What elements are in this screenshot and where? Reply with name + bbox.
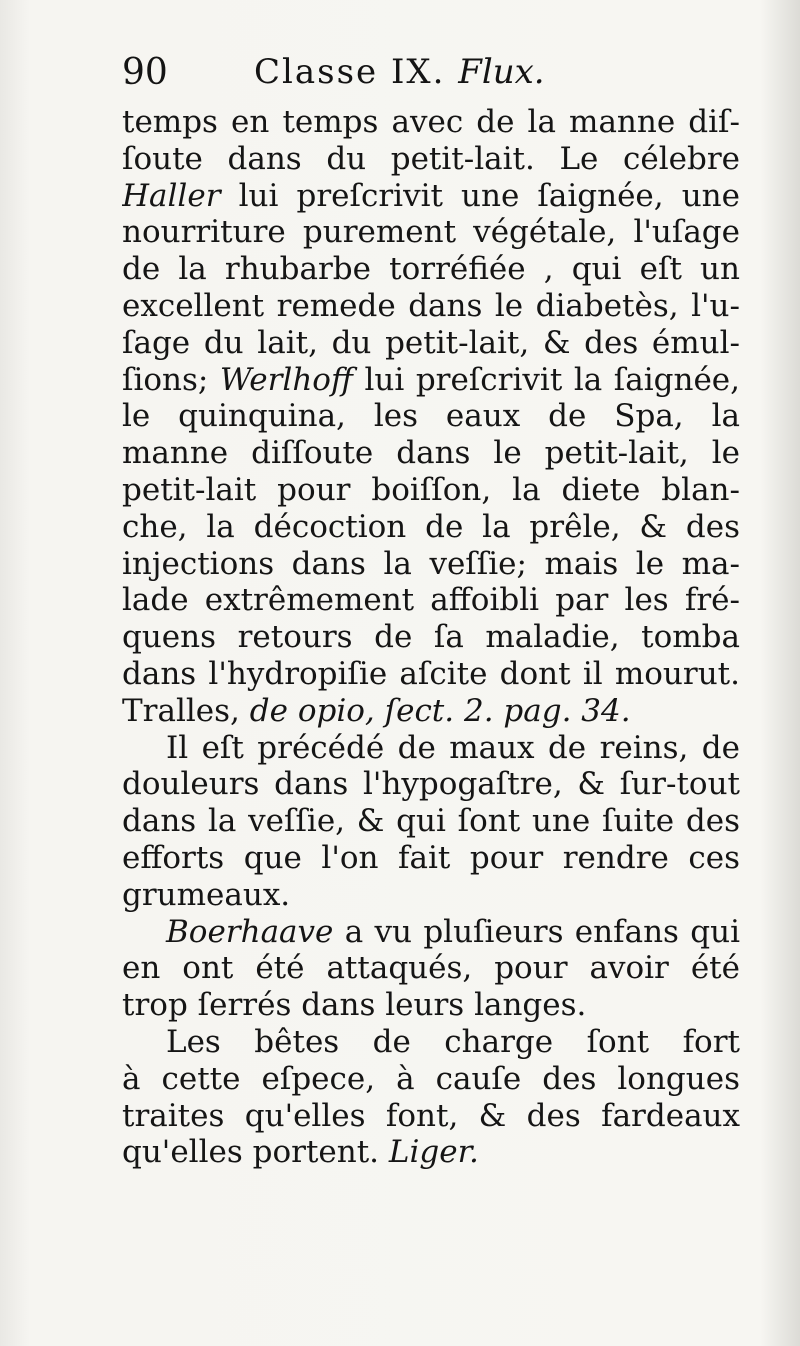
text-line (122, 877, 740, 914)
running-title-subject: Flux. (458, 52, 545, 92)
text-line (122, 987, 740, 1024)
text-segment: dans la veſſie, & qui ſont une ſuite des (122, 803, 740, 840)
text-line (122, 582, 740, 619)
text-segment: che, la décoction de la prêle, & des (122, 508, 740, 545)
text-segment: quens retours de ſa maladie, tomba (122, 619, 740, 656)
running-title (254, 52, 545, 92)
text-segment: le quinquina, les eaux de Spa, la (122, 398, 740, 435)
text-line (122, 472, 740, 509)
text-segment: traites qu'elles font, & des fardeaux (122, 1097, 740, 1134)
text-segment: nourriture purement végétale, l'uſage (122, 214, 740, 251)
text-line (122, 950, 740, 987)
text-line (122, 104, 740, 141)
text-line (122, 1061, 740, 1098)
text-line (122, 730, 740, 767)
text-line (122, 398, 740, 435)
running-title-class: Classe IX. (254, 52, 446, 92)
text-segment: manne diſſoute dans le petit-lait, le (122, 435, 740, 472)
text-segment: qu'elles portent. (122, 1134, 389, 1171)
page-number: 90 (122, 52, 168, 93)
text-line (122, 840, 740, 877)
text-line (122, 141, 740, 178)
text-line (122, 325, 740, 362)
text-segment: douleurs dans l'hypogaſtre, & ſur-tout (122, 766, 740, 803)
text-line (122, 251, 740, 288)
text-segment: temps en temps avec de la manne diſ- (122, 104, 740, 140)
italic-text: Liger. (388, 1134, 479, 1171)
text-line (122, 288, 740, 325)
text-segment: de la rhubarbe torréfiée , qui eſt un (122, 251, 740, 288)
page-header (122, 52, 742, 102)
text-line (122, 435, 740, 472)
text-line (122, 656, 740, 693)
text-line (122, 914, 740, 951)
text-line (122, 362, 740, 399)
text-segment: dans l'hydropiſie aſcite dont il mourut. (122, 655, 740, 692)
text-line (122, 546, 740, 583)
text-segment: efforts que l'on fait pour rendre ces (122, 839, 740, 876)
text-segment: injections dans la veſſie; mais le ma- (122, 545, 740, 582)
italic-text: de opio, ſect. 2. pag. 34. (249, 692, 631, 729)
italic-text: Boerhaave (166, 913, 334, 950)
text-line (122, 1134, 740, 1171)
text-segment: Tralles, (122, 692, 250, 729)
text-segment: ſage du lait, du petit-lait, & des émul- (122, 324, 740, 361)
text-line (122, 214, 740, 251)
text-segment: Les bêtes de charge ſont fort (166, 1023, 740, 1060)
text-line (122, 1024, 740, 1061)
text-line (122, 766, 740, 803)
text-line (122, 1098, 740, 1135)
body-text (122, 104, 740, 1171)
text-segment: excellent remede dans le diabetès, l'u- (122, 287, 740, 324)
text-segment: lui preſcrivit une ſaignée, une (220, 177, 740, 214)
text-segment: à cette eſpece, à cauſe des longues (122, 1060, 740, 1097)
text-segment: lade extrêmement affoibli par les fré- (122, 582, 740, 619)
text-segment: en ont été attaqués, pour avoir été (122, 950, 740, 987)
italic-text: Werlhoff (219, 361, 353, 398)
text-segment: Il eſt précédé de maux de reins, de (166, 729, 740, 766)
text-line (122, 619, 740, 656)
text-line (122, 178, 740, 215)
text-line (122, 693, 740, 730)
text-line (122, 509, 740, 546)
text-segment: a vu pluſieurs enfans qui (333, 913, 740, 950)
text-segment: grumeaux. (122, 876, 291, 913)
text-segment: trop ſerrés dans leurs langes. (122, 987, 587, 1024)
text-segment: petit-lait pour boiſſon, la diete blan- (122, 471, 740, 508)
text-segment: ſions; (122, 361, 220, 398)
text-segment: ſoute dans du petit-lait. Le célebre (122, 140, 740, 177)
text-line (122, 803, 740, 840)
text-segment: lui preſcrivit la ſaignée, (352, 361, 740, 398)
italic-text: Haller (122, 177, 221, 214)
